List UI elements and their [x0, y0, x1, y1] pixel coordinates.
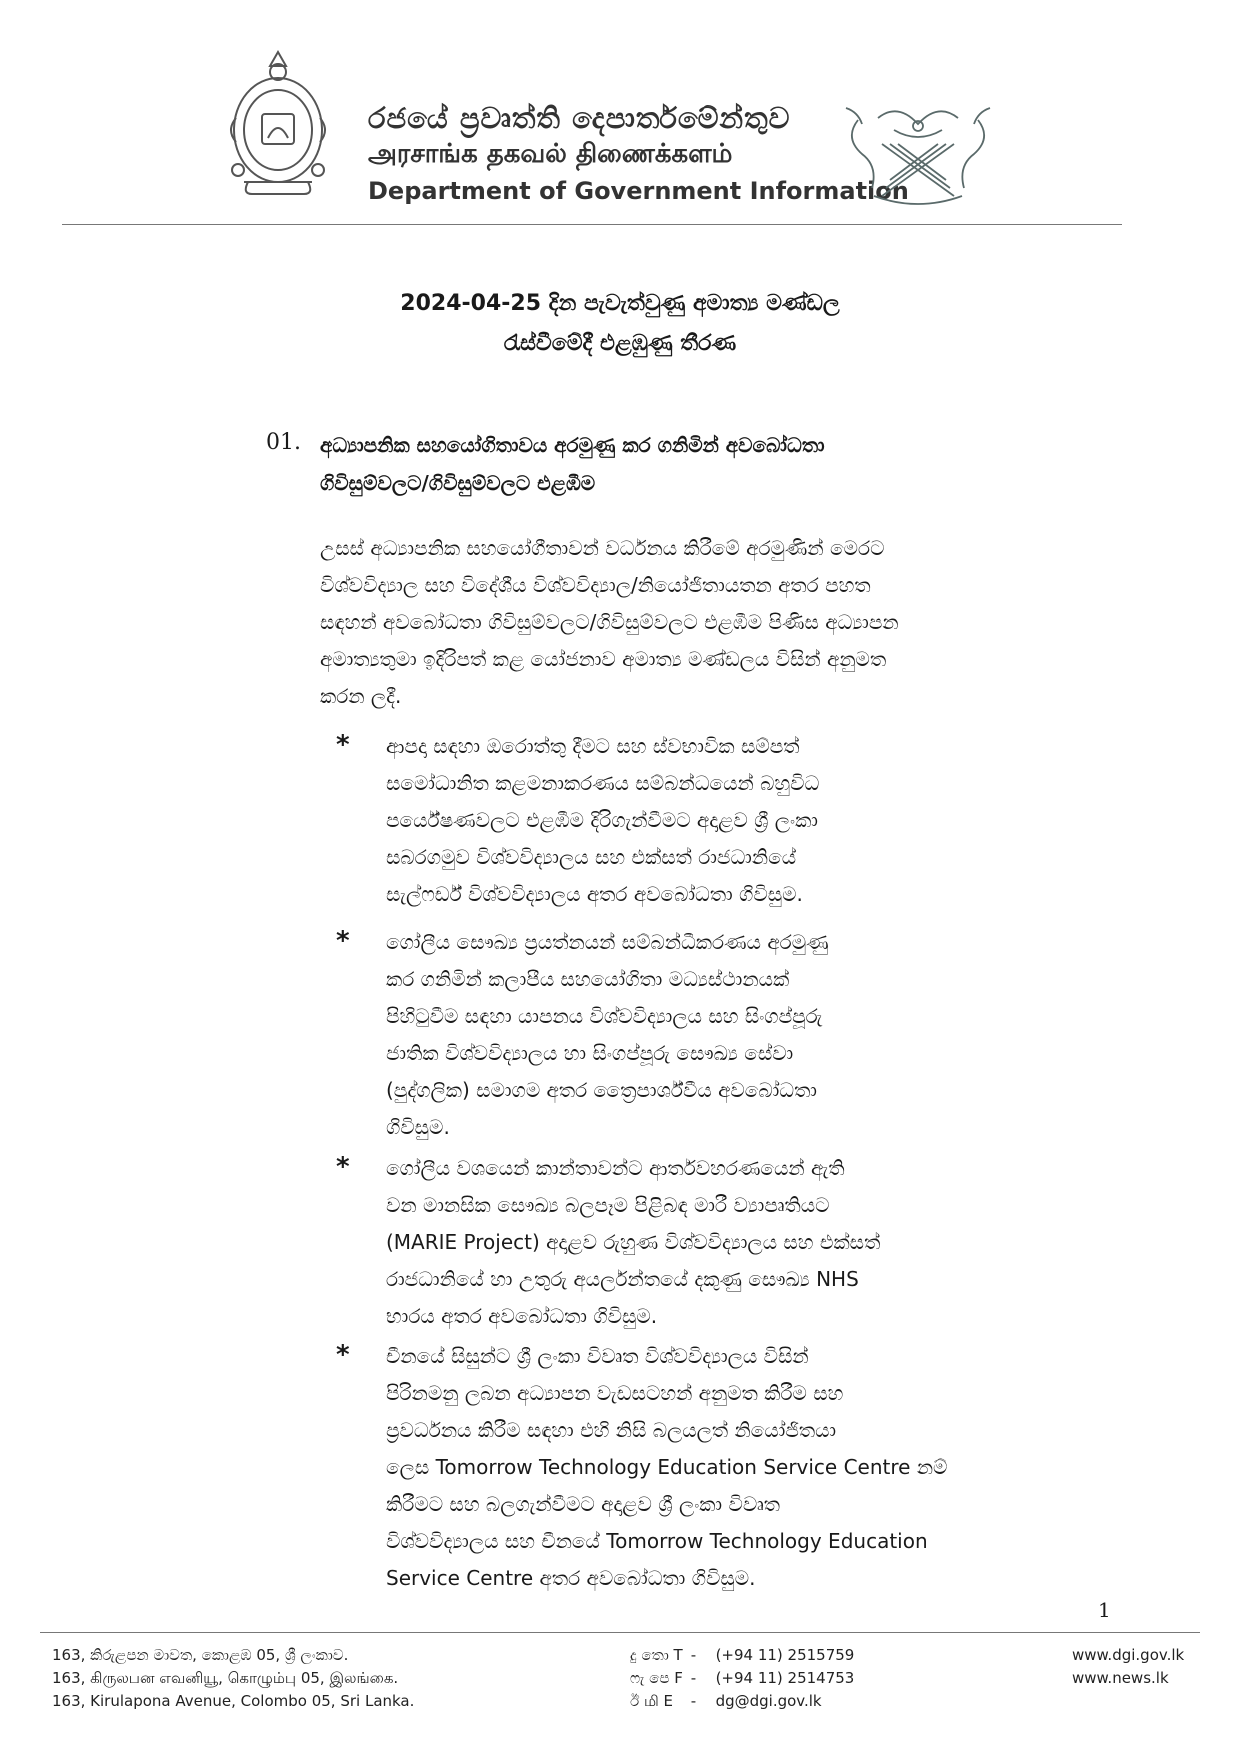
paragraph-line: උසස් අධ්‍යාපනික සහයෝගීතාවන් වර්ධනය කිරීමේ අරමුණින් මෙරට [320, 536, 885, 560]
contact-value: (+94 11) 2515759 [715, 1646, 855, 1664]
contact-email [630, 1690, 854, 1713]
department-name-sinhala: රජයේ ප්‍රවෘත්ති දෙපාර්තමේන්තුව [368, 101, 791, 135]
bullet-line: වන මානසික සෞඛ්‍ය බලපෑම පිළිබඳ මාරී ව්‍යාපෘතියට [386, 1193, 830, 1217]
website-link[interactable]: www.dgi.gov.lk [1072, 1646, 1185, 1664]
bullet-text [386, 1150, 1096, 1335]
contact-phone [630, 1644, 854, 1667]
contact-separator: - [690, 1669, 697, 1687]
bullet-line: ගෝලීය වශයෙන් කාන්තාවන්ට ආර්තවහරණයෙන් ඇති [386, 1156, 845, 1180]
bullet-line: පර්යේෂණවලට එළඹීම දිරිගැන්වීමට අදාළව ශ්‍රී ලංකා [386, 808, 818, 832]
page-number: 1 [1098, 1598, 1111, 1622]
department-name-tamil: அரசாங்க தகவல் திணைக்களம் [368, 139, 733, 169]
bullet-line: Service Centre අතර අවබෝධතා ගිවිසුම. [386, 1566, 756, 1590]
bullet-line: ප්‍රවර්ධනය කිරීම සඳහා එහි නිසි බලයලත් නියෝජිතයා [386, 1418, 837, 1442]
bullet-star-icon: * [336, 926, 350, 956]
bullet-line: විශ්වවිද්‍යාලය සහ චීනයේ Tomorrow Technology Education [386, 1529, 928, 1553]
paragraph-line: අමාත්‍යතුමා ඉදිරිපත් කළ යෝජනාව අමාත්‍ය මණ්ඩලය විසින් අනුමත [320, 647, 887, 671]
contact-fax [630, 1667, 854, 1690]
bullet-line: ආපදා සඳහා ඔරොත්තු දීමට සහ ස්වභාවික සම්පත් [386, 734, 800, 758]
bullet-star-icon: * [336, 1152, 350, 1182]
bullet-line: සබරගමුව විශ්වවිද්‍යාලය සහ එක්සත් රාජධානියේ [386, 845, 797, 869]
header-divider [62, 224, 1122, 225]
website-link[interactable]: www.news.lk [1072, 1669, 1169, 1687]
sri-lanka-national-emblem-icon [222, 44, 334, 212]
bullet-line: ජාතික විශ්වවිද්‍යාලය හා සිංගප්පූරු සෞඛ්‍ය සේවා [386, 1041, 794, 1065]
footer-contacts [630, 1644, 854, 1713]
department-name-block [368, 100, 909, 208]
bullet-star-icon: * [336, 1340, 350, 1370]
contact-separator: - [690, 1692, 697, 1710]
department-name-english: Department of Government Information [368, 177, 909, 205]
section-number: 01. [266, 430, 301, 455]
footer-divider [40, 1632, 1200, 1633]
bullet-line: පිරිනමනු ලබන අධ්‍යාපන වැඩසටහන් අනුමත කිරීම සහ [386, 1381, 844, 1405]
decorative-swans-emblem-icon [838, 100, 998, 212]
bullet-line: (MARIE Project) අදාළව රුහුණ විශ්වවිද්‍යාලය සහ එක්සත් [386, 1230, 881, 1254]
contact-label: දු තො T [630, 1646, 683, 1664]
contact-separator: - [690, 1646, 697, 1664]
bullet-line: (පුද්ගලික) සමාගම අතර ත්‍රෛපාර්ශ්වීය අවබෝධතා [386, 1078, 817, 1102]
contact-label: ෆැ පෙ F [630, 1669, 683, 1687]
bullet-text [386, 728, 1096, 913]
paragraph-line: විශ්වවිද්‍යාල සහ විදේශීය විශ්වවිද්‍යාල/නියෝජිතායතන අතර පහත [320, 573, 871, 597]
bullet-line: ලෙස Tomorrow Technology Education Service Centre නම් [386, 1455, 948, 1479]
section-heading-line: ගිවිසුම්වලට/ගිවිසුම්වලට එළඹීම [320, 471, 596, 495]
section-heading-line: අධ්‍යාපනික සහයෝගිතාවය අරමුණු කර ගනිමින් අවබෝධතා [320, 433, 825, 457]
footer-address [52, 1644, 414, 1713]
bullet-line: කිරීමට සහ බලගැන්වීමට අදාළව ශ්‍රී ලංකා විවෘත [386, 1492, 781, 1516]
address-line: 163, கிருலபன எவனியூ, கொழும்பு 05, இலங்கை. [52, 1669, 399, 1687]
bullet-text [386, 924, 1096, 1146]
bullet-line: ගෝලීය සෞඛ්‍ය ප්‍රයත්නයන් සම්බන්ධීකරණය අරමුණු [386, 930, 829, 954]
bullet-line: රාජධානියේ හා උතුරු අයර්ලන්තයේ දකුණු සෞඛ්‍ය NHS [386, 1267, 859, 1291]
contact-value: (+94 11) 2514753 [715, 1669, 855, 1687]
section-heading [320, 426, 1096, 502]
paragraph-line: කරන ලදී. [320, 684, 402, 708]
bullet-line: සමෝධානිත කළමනාකරණය සම්බන්ධයෙන් බහුවිධ [386, 771, 820, 795]
contact-label: ඊ மி E [630, 1692, 674, 1710]
title-line-1: 2024-04-25 දින පැවැත්වුණු අමාත්‍ය මණ්ඩල [400, 291, 840, 316]
address-line: 163, Kirulapona Avenue, Colombo 05, Sri Lanka. [52, 1692, 415, 1710]
title-line-2: රැස්වීමේදී එළඹුණු තීරණ [503, 331, 737, 356]
bullet-line: චීනයේ සිසුන්ට ශ්‍රී ලංකා විවෘත විශ්වවිද්‍යාලය විසින් [386, 1344, 809, 1368]
contact-value[interactable]: dg@dgi.gov.lk [715, 1692, 822, 1710]
bullet-star-icon: * [336, 730, 350, 760]
bullet-line: කර ගනිමින් කලාපීය සහයෝගිතා මධ්‍යස්ථානයක් [386, 967, 790, 991]
bullet-text [386, 1338, 1096, 1597]
document-title [300, 284, 940, 364]
section-paragraph [320, 530, 1096, 715]
address-line: 163, කිරුළපන මාවත, කොළඹ 05, ශ්‍රී ලංකාව. [52, 1646, 349, 1664]
footer-websites [1072, 1644, 1184, 1690]
bullet-line: භාරය අතර අවබෝධතා ගිවිසුම. [386, 1304, 658, 1328]
bullet-line: පිහිටුවීම සඳහා යාපනය විශ්වවිද්‍යාලය සහ සිංගප්පූරු [386, 1004, 823, 1028]
paragraph-line: සඳහන් අවබෝධතා ගිවිසුම්වලට/ගිවිසුම්වලට එළඹීම පිණිස අධ්‍යාපන [320, 610, 899, 634]
bullet-line: සැල්ෆර්ඩ් විශ්වවිද්‍යාලය අතර අවබෝධතා ගිවිසුම. [386, 882, 803, 906]
bullet-line: ගිවිසුම. [386, 1115, 450, 1139]
